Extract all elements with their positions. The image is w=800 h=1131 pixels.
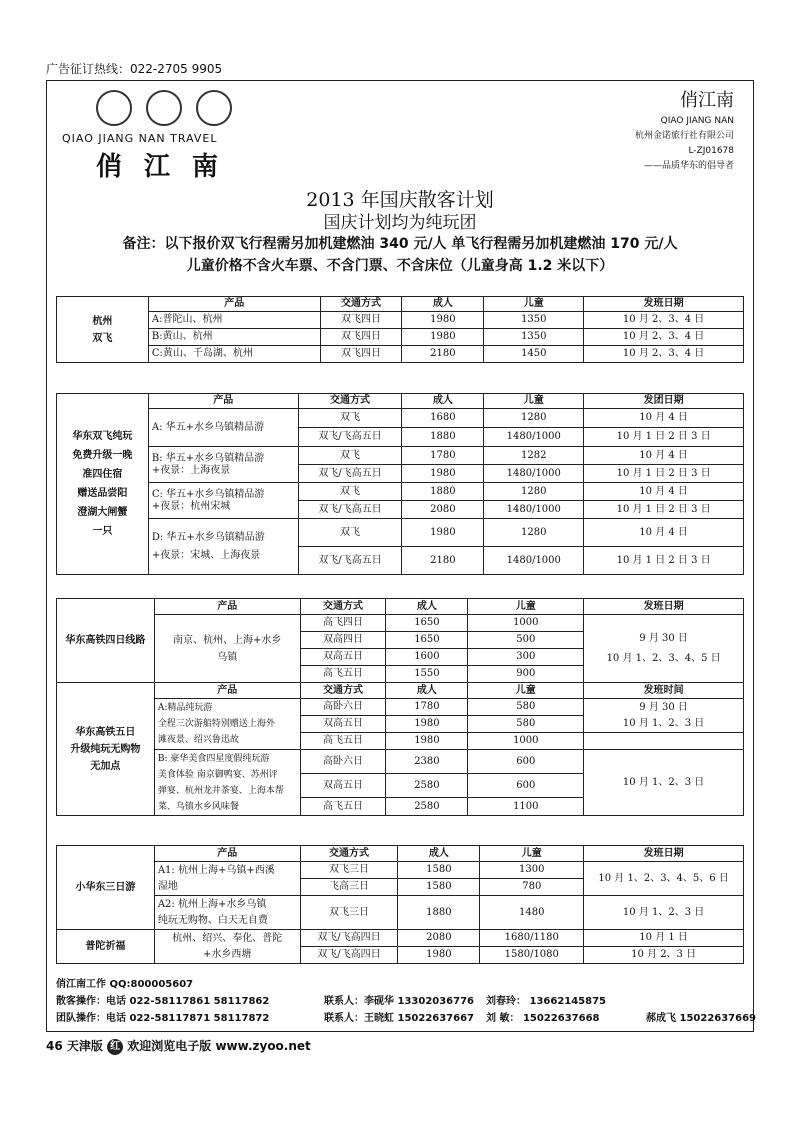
logo-emblem <box>96 90 232 126</box>
transport-cell: 双飞 <box>298 483 402 501</box>
child-price-cell: 580 <box>468 716 584 733</box>
child-price-cell: 1680/1180 <box>480 930 584 947</box>
adult-price-cell: 1580 <box>398 862 480 879</box>
header-cell: 交通方式 <box>300 683 386 699</box>
child-price-cell: 1450 <box>484 346 584 363</box>
adult-price-cell: 2080 <box>398 930 480 947</box>
adult-price-cell: 1600 <box>386 649 468 666</box>
header-cell: 交通方式 <box>300 846 398 862</box>
header-cell: 儿童 <box>468 599 584 615</box>
table-east-china-high-speed-rail <box>56 598 744 816</box>
date-cell: 10 月 2、3、4 日 <box>584 346 744 363</box>
header-cell: 成人 <box>398 846 480 862</box>
header-cell: 成人 <box>402 394 484 409</box>
transport-cell: 高飞五日 <box>300 798 386 816</box>
table-row <box>57 862 744 879</box>
price-note: 备注：以下报价双飞行程需另加机建燃油 340 元/人 单飞行程需另加机建燃油 170 元/人 <box>122 236 678 252</box>
transport-cell: 双飞 <box>298 409 402 428</box>
date-cell: 10 月 1、2、3、4、5、6 日 <box>584 862 744 896</box>
transport-cell: 双飞/飞高四日 <box>300 930 398 947</box>
group-cell: 华东高铁四日线路 <box>57 599 155 683</box>
title-block <box>46 188 754 277</box>
group-cell: 华东高铁五日 升级纯玩无购物 无加点 <box>57 683 155 816</box>
header-cell: 交通方式 <box>300 599 386 615</box>
edition-badge-icon: 红 <box>107 1039 123 1055</box>
table-row <box>57 409 744 428</box>
brand-logo <box>56 90 256 190</box>
brand-name-en: QIAO JIANG NAN <box>660 116 734 126</box>
edition-label: 天津版 <box>66 1039 103 1053</box>
header-cell: 发班时间 <box>584 683 744 699</box>
adult-price-cell: 1980 <box>386 716 468 733</box>
transport-cell: 高卧六日 <box>300 750 386 774</box>
product-cell: B: 豪华美食四星度假纯玩游 美食体验 南京御鸭宴、苏州评 弹宴、杭州龙井茶宴、上海本帮 菜、乌镇水乡风味餐 <box>154 750 300 816</box>
child-price-cell: 900 <box>468 666 584 683</box>
child-price-cell: 1282 <box>484 447 584 465</box>
header-cell: 发班日期 <box>584 846 744 862</box>
table-mini-east-china-putuo <box>56 845 744 964</box>
logo-circle-icon <box>196 90 232 126</box>
child-price-cell: 1280 <box>484 483 584 501</box>
website-link[interactable]: 欢迎浏览电子版 www.zyoo.net <box>127 1039 311 1053</box>
header-cell: 成人 <box>386 599 468 615</box>
logo-circle-icon <box>96 90 132 126</box>
date-cell: 9 月 30 日 10 月 1、2、3、4、5 日 <box>584 615 744 683</box>
adult-price-cell: 1780 <box>402 447 484 465</box>
adult-price-cell: 1580 <box>398 879 480 896</box>
date-cell: 10 月 1、2、3 日 <box>584 750 744 816</box>
product-cell: D: 华五+水乡乌镇精品游 +夜景：宋城、上海夜景 <box>148 519 298 575</box>
transport-cell: 双飞/飞高五日 <box>298 547 402 575</box>
adult-price-cell: 2180 <box>402 346 484 363</box>
product-cell: B: 华五+水乡乌镇精品游 +夜景：上海夜景 <box>148 447 298 483</box>
group-cell: 杭州 双飞 <box>57 297 149 363</box>
child-price-cell: 600 <box>468 750 584 774</box>
date-cell: 10 月 4 日 <box>584 447 744 465</box>
logo-english: QIAO JIANG NAN TRAVEL <box>62 132 218 145</box>
child-price-cell: 1100 <box>468 798 584 816</box>
logo-chinese: 俏江南 <box>96 152 241 182</box>
table-row <box>57 447 744 465</box>
individual-contact-2: 刘春玲： 13662145875 <box>486 996 607 1007</box>
group-contact-2: 刘 敏： 15022637668 <box>486 1013 600 1024</box>
table-row <box>57 329 744 346</box>
adult-price-cell: 1880 <box>402 483 484 501</box>
contact-qq: 俏江南工作 QQ:800005607 <box>56 979 194 990</box>
date-cell: 10 月 4 日 <box>584 409 744 428</box>
group-cell: 小华东三日游 <box>57 846 155 930</box>
adult-price-cell: 1980 <box>402 329 484 346</box>
adult-price-cell: 1880 <box>398 896 480 930</box>
header-cell: 发团日期 <box>584 394 744 409</box>
ad-hotline: 广告征订热线：022-2705 9905 <box>46 62 223 76</box>
date-cell: 10 月 1、2、3 日 <box>584 896 744 930</box>
transport-cell: 双飞 <box>298 519 402 547</box>
child-price-cell: 1480 <box>480 896 584 930</box>
header-cell: 发班日期 <box>584 599 744 615</box>
child-price-cell: 1280 <box>484 409 584 428</box>
group-cell: 华东双飞纯玩 免费升级一晚 准四住宿 赠送品尝阳 澄湖大闸蟹 一只 <box>57 394 149 575</box>
child-price-cell: 1280 <box>484 519 584 547</box>
group-contact-3: 郝成飞 15022637669 <box>646 1013 757 1024</box>
logo-circle-icon <box>146 90 182 126</box>
child-price-cell: 1300 <box>480 862 584 879</box>
product-cell: A: 华五+水乡乌镇精品游 <box>148 409 298 447</box>
empty-cell <box>584 733 744 750</box>
transport-cell: 飞高三日 <box>300 879 398 896</box>
page-title: 2013 年国庆散客计划 <box>306 189 494 211</box>
child-price-cell: 600 <box>468 774 584 798</box>
header-cell: 交通方式 <box>298 394 402 409</box>
date-cell: 10 月 1 日 2 日 3 日 <box>584 501 744 519</box>
brand-license: L-ZJ01678 <box>688 146 734 156</box>
child-price-cell: 1580/1080 <box>480 947 584 964</box>
child-price-cell: 1480/1000 <box>484 547 584 575</box>
adult-price-cell: 1680 <box>402 409 484 428</box>
product-cell: B:黄山、杭州 <box>148 329 320 346</box>
transport-cell: 双高五日 <box>300 649 386 666</box>
contact-line-individual <box>56 993 756 1010</box>
adult-price-cell: 2080 <box>402 501 484 519</box>
product-cell: A2: 杭州上海+水乡乌镇 纯玩无购物、白天无自费 <box>154 896 300 930</box>
header-cell: 发班日期 <box>584 297 744 312</box>
transport-cell: 高飞五日 <box>300 666 386 683</box>
product-cell: 杭州、绍兴、奉化、普陀 +水乡西塘 <box>154 930 300 964</box>
table-row <box>57 483 744 501</box>
transport-cell: 双飞 <box>298 447 402 465</box>
child-price-cell: 1480/1000 <box>484 428 584 447</box>
adult-price-cell: 2180 <box>402 547 484 575</box>
table-row <box>57 930 744 947</box>
header-cell: 儿童 <box>468 683 584 699</box>
page-subtitle: 国庆计划均为纯玩团 <box>323 213 477 233</box>
header-cell: 成人 <box>402 297 484 312</box>
child-price-cell: 500 <box>468 632 584 649</box>
product-cell: 南京、杭州、上海+水乡 乌镇 <box>154 615 300 683</box>
adult-price-cell: 2580 <box>386 774 468 798</box>
date-cell: 10 月 4 日 <box>584 519 744 547</box>
transport-cell: 双飞三日 <box>300 862 398 879</box>
child-price-cell: 580 <box>468 699 584 716</box>
header-cell: 产品 <box>154 599 300 615</box>
header-cell: 产品 <box>154 683 300 699</box>
transport-cell: 高飞五日 <box>300 733 386 750</box>
adult-price-cell: 1880 <box>402 428 484 447</box>
contact-line-group <box>56 1010 756 1027</box>
brand-slogan: ——品质华东的倡导者 <box>643 161 734 171</box>
table-row <box>57 699 744 716</box>
page-footer <box>46 1037 311 1055</box>
transport-cell: 高卧六日 <box>300 699 386 716</box>
child-price-cell: 1000 <box>468 615 584 632</box>
product-cell: C: 华五+水乡乌镇精品游 +夜景：杭州宋城 <box>148 483 298 519</box>
transport-cell: 双飞/飞高五日 <box>298 428 402 447</box>
contact-footer <box>56 976 756 1027</box>
group-cell: 普陀祈福 <box>57 930 155 964</box>
adult-price-cell: 2580 <box>386 798 468 816</box>
date-cell: 10 月 1 日 2 日 3 日 <box>584 428 744 447</box>
transport-cell: 双飞/飞高五日 <box>298 465 402 483</box>
adult-price-cell: 1980 <box>402 465 484 483</box>
table-row <box>57 519 744 547</box>
table-row <box>57 750 744 774</box>
child-price-cell: 300 <box>468 649 584 666</box>
group-phone: 团队操作：电话 022-58117871 58117872 <box>56 1013 270 1024</box>
brand-info <box>635 88 734 174</box>
product-cell: C:黄山、千岛湖、杭州 <box>148 346 320 363</box>
brand-name-cn: 俏江南 <box>680 90 734 111</box>
transport-cell: 双高五日 <box>300 774 386 798</box>
table-row <box>57 346 744 363</box>
adult-price-cell: 1550 <box>386 666 468 683</box>
table-east-china-double-flight <box>56 393 744 575</box>
individual-phone: 散客操作：电话 022-58117861 58117862 <box>56 996 270 1007</box>
adult-price-cell: 1980 <box>398 947 480 964</box>
child-price-cell: 1350 <box>484 329 584 346</box>
header-cell: 成人 <box>386 683 468 699</box>
adult-price-cell: 1980 <box>386 733 468 750</box>
child-note: 儿童价格不含火车票、不含门票、不含床位（儿童身高 1.2 米以下） <box>186 258 614 274</box>
transport-cell: 双飞四日 <box>320 346 402 363</box>
child-price-cell: 1350 <box>484 312 584 329</box>
transport-cell: 双飞/飞高五日 <box>298 501 402 519</box>
transport-cell: 双飞四日 <box>320 329 402 346</box>
transport-cell: 双飞四日 <box>320 312 402 329</box>
table-row <box>57 896 744 930</box>
date-cell: 10 月 4 日 <box>584 483 744 501</box>
header-cell: 儿童 <box>484 297 584 312</box>
adult-price-cell: 1650 <box>386 615 468 632</box>
adult-price-cell: 1980 <box>402 519 484 547</box>
transport-cell: 双飞/飞高四日 <box>300 947 398 964</box>
date-cell: 10 月 1 日 <box>584 930 744 947</box>
transport-cell: 双高五日 <box>300 716 386 733</box>
adult-price-cell: 1780 <box>386 699 468 716</box>
product-cell: A1: 杭州上海+乌镇+西溪 湿地 <box>154 862 300 896</box>
transport-cell: 双飞三日 <box>300 896 398 930</box>
date-cell: 9 月 30 日 10 月 1、2、3 日 <box>584 699 744 733</box>
date-cell: 10 月 2、3、4 日 <box>584 312 744 329</box>
table-row <box>57 312 744 329</box>
child-price-cell: 1480/1000 <box>484 501 584 519</box>
header-cell: 产品 <box>148 394 298 409</box>
child-price-cell: 780 <box>480 879 584 896</box>
product-cell: A:普陀山、杭州 <box>148 312 320 329</box>
table-hangzhou-double-flight <box>56 296 744 363</box>
header-cell: 产品 <box>154 846 300 862</box>
child-price-cell: 1000 <box>468 733 584 750</box>
brand-company: 杭州金诺旅行社有限公司 <box>634 131 734 141</box>
page-number: 46 <box>46 1039 63 1053</box>
adult-price-cell: 2380 <box>386 750 468 774</box>
date-cell: 10 月 1 日 2 日 3 日 <box>584 465 744 483</box>
transport-cell: 双高四日 <box>300 632 386 649</box>
table-row <box>57 615 744 632</box>
header-cell: 产品 <box>148 297 320 312</box>
header-cell: 儿童 <box>484 394 584 409</box>
header-cell: 儿童 <box>480 846 584 862</box>
product-cell: A:精品纯玩游 全程三次游船特别赠送上海外 滩夜景、绍兴鲁迅故 <box>154 699 300 750</box>
adult-price-cell: 1980 <box>402 312 484 329</box>
child-price-cell: 1480/1000 <box>484 465 584 483</box>
header-cell: 交通方式 <box>320 297 402 312</box>
date-cell: 10 月 1 日 2 日 3 日 <box>584 547 744 575</box>
individual-contact-1: 联系人：李砚华 13302036776 <box>324 996 475 1007</box>
adult-price-cell: 1650 <box>386 632 468 649</box>
transport-cell: 高飞四日 <box>300 615 386 632</box>
date-cell: 10 月 2、3 日 <box>584 947 744 964</box>
group-contact-1: 联系人：王晓虹 15022637667 <box>324 1013 475 1024</box>
date-cell: 10 月 2、3、4 日 <box>584 329 744 346</box>
